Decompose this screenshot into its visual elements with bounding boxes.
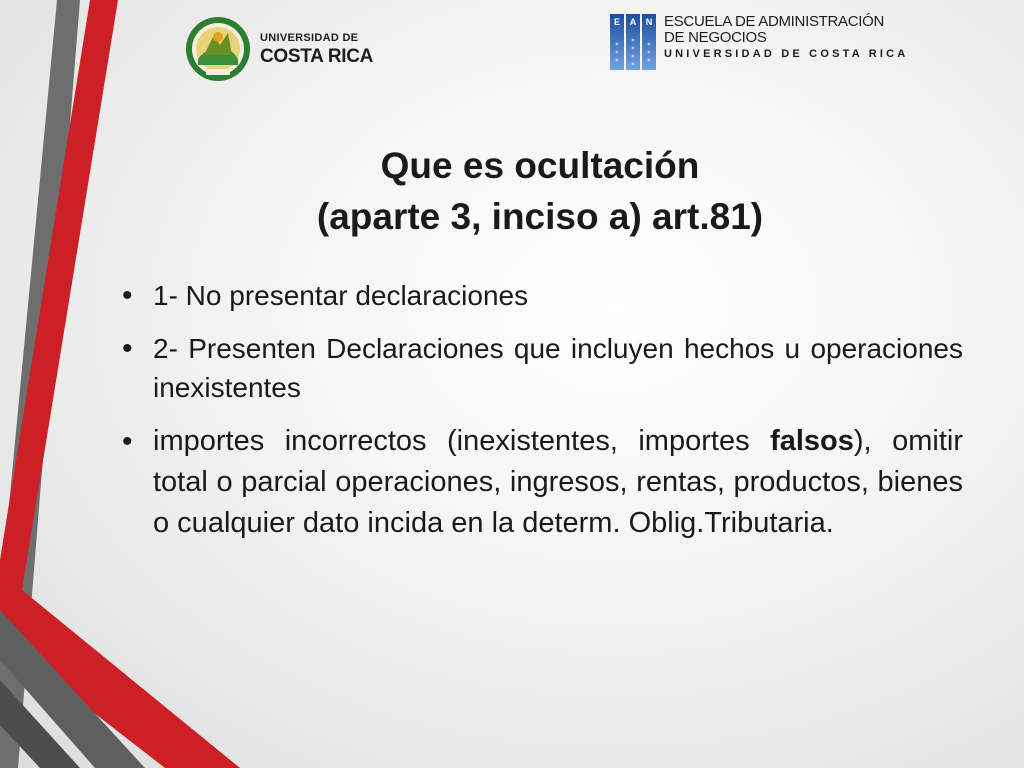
ean-logo-line2: DE NEGOCIOS <box>664 29 767 46</box>
bullet-text-part: importes incorrectos (inexistentes, importes <box>153 425 771 457</box>
bullet-text-bold: falsos <box>770 425 854 457</box>
bullet-text-part: ), omitir total o parcial operaciones, ingresos, rentas, productos, bienes o cualquier dato incida en la determ. Oblig.Tributaria. <box>153 425 963 539</box>
ean-mark-letter-n: N <box>645 17 653 27</box>
bullet-text <box>153 421 963 544</box>
bullet-dot-icon: • <box>122 332 133 365</box>
bullet-text: 2- Presenten Declaraciones que incluyen hechos u operaciones inexistentes <box>153 333 963 403</box>
bullet-list <box>118 276 963 558</box>
list-item <box>118 329 963 407</box>
list-item <box>118 421 963 544</box>
bullet-dot-icon: • <box>122 425 133 458</box>
ean-mark-icon <box>610 14 656 70</box>
slide-title-line1: Que es ocultación <box>380 145 700 186</box>
bullet-dot-icon: • <box>122 279 133 312</box>
ucr-logo-line2: COSTA RICA <box>260 45 374 67</box>
list-item <box>118 276 963 315</box>
slide-title <box>200 140 880 242</box>
ucr-logo <box>184 14 373 84</box>
bullet-text: 1- No presentar declaraciones <box>153 280 529 311</box>
slide-title-line2: (aparte 3, inciso a) art.81) <box>316 196 764 237</box>
ean-logo-line3: UNIVERSIDAD DE COSTA RICA <box>664 48 909 60</box>
ean-mark-letter-e: E <box>613 17 621 27</box>
ucr-logo-line1: UNIVERSIDAD DE <box>260 31 359 44</box>
ucr-seal-icon <box>184 15 252 83</box>
ean-mark-letter-a: A <box>629 17 637 27</box>
ean-logo <box>610 14 908 70</box>
ean-logo-line1: ESCUELA DE ADMINISTRACIÓN <box>664 13 885 30</box>
